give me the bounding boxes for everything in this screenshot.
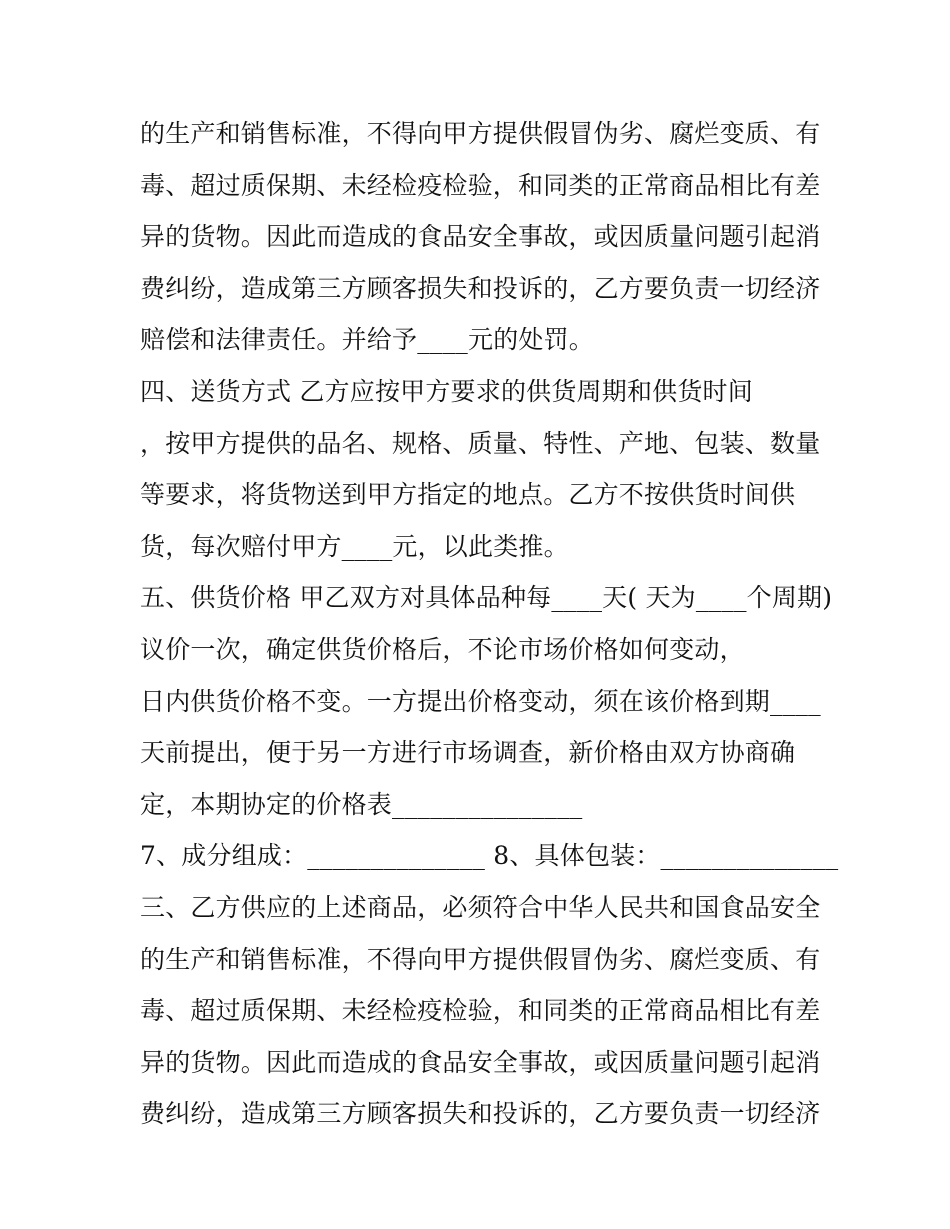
text-line: 的生产和销售标准，不得向甲方提供假冒伪劣、腐烂变质、有 (140, 119, 821, 148)
text-line: 异的货物。因此而造成的食品安全事故，或因质量问题引起消 (140, 1047, 821, 1077)
contract-text (140, 108, 840, 1140)
text-line: 的生产和销售标准，不得向甲方提供假冒伪劣、腐烂变质、有 (140, 944, 821, 974)
section-heading-delivery: 四、送货方式 乙方应按甲方要求的供货周期和供货时间 (140, 376, 753, 406)
text-line: 议价一次，确定供货价格后，不论市场价格如何变动， (140, 634, 745, 664)
composition-packaging-line: 7、成分组成：______________ 8、具体包装：______________ (140, 841, 839, 871)
section-heading-price: 五、供货价格 甲乙双方对具体品种每____天( 天为____个周期) (140, 583, 833, 613)
text-line: 费纠纷，造成第三方顾客损失和投诉的，乙方要负责一切经济 (140, 1099, 821, 1129)
text-line: 毒、超过质保期、未经检疫检验，和同类的正常商品相比有差 (140, 170, 821, 200)
text-line: 费纠纷，造成第三方顾客损失和投诉的，乙方要负责一切经济 (140, 273, 821, 303)
text-line: 异的货物。因此而造成的食品安全事故，或因质量问题引起消 (140, 222, 821, 252)
text-line: 天前提出，便于另一方进行市场调查，新价格由双方协商确 (140, 738, 796, 768)
text-line: 货，每次赔付甲方____元，以此类推。 (140, 531, 569, 561)
section-heading-quality: 三、乙方供应的上述商品，必须符合中华人民共和国食品安全 (140, 892, 821, 922)
text-line: ，按甲方提供的品名、规格、质量、特性、产地、包装、数量 (140, 428, 821, 458)
text-line: 日内供货价格不变。一方提出价格变动，须在该价格到期____ (140, 686, 821, 716)
text-line: 等要求，将货物送到甲方指定的地点。乙方不按供货时间供 (140, 480, 796, 510)
text-line: 赔偿和法律责任。并给予____元的处罚。 (140, 325, 595, 355)
text-line: 定，本期协定的价格表_______________ (140, 789, 583, 819)
text-line: 毒、超过质保期、未经检疫检验，和同类的正常商品相比有差 (140, 996, 821, 1026)
